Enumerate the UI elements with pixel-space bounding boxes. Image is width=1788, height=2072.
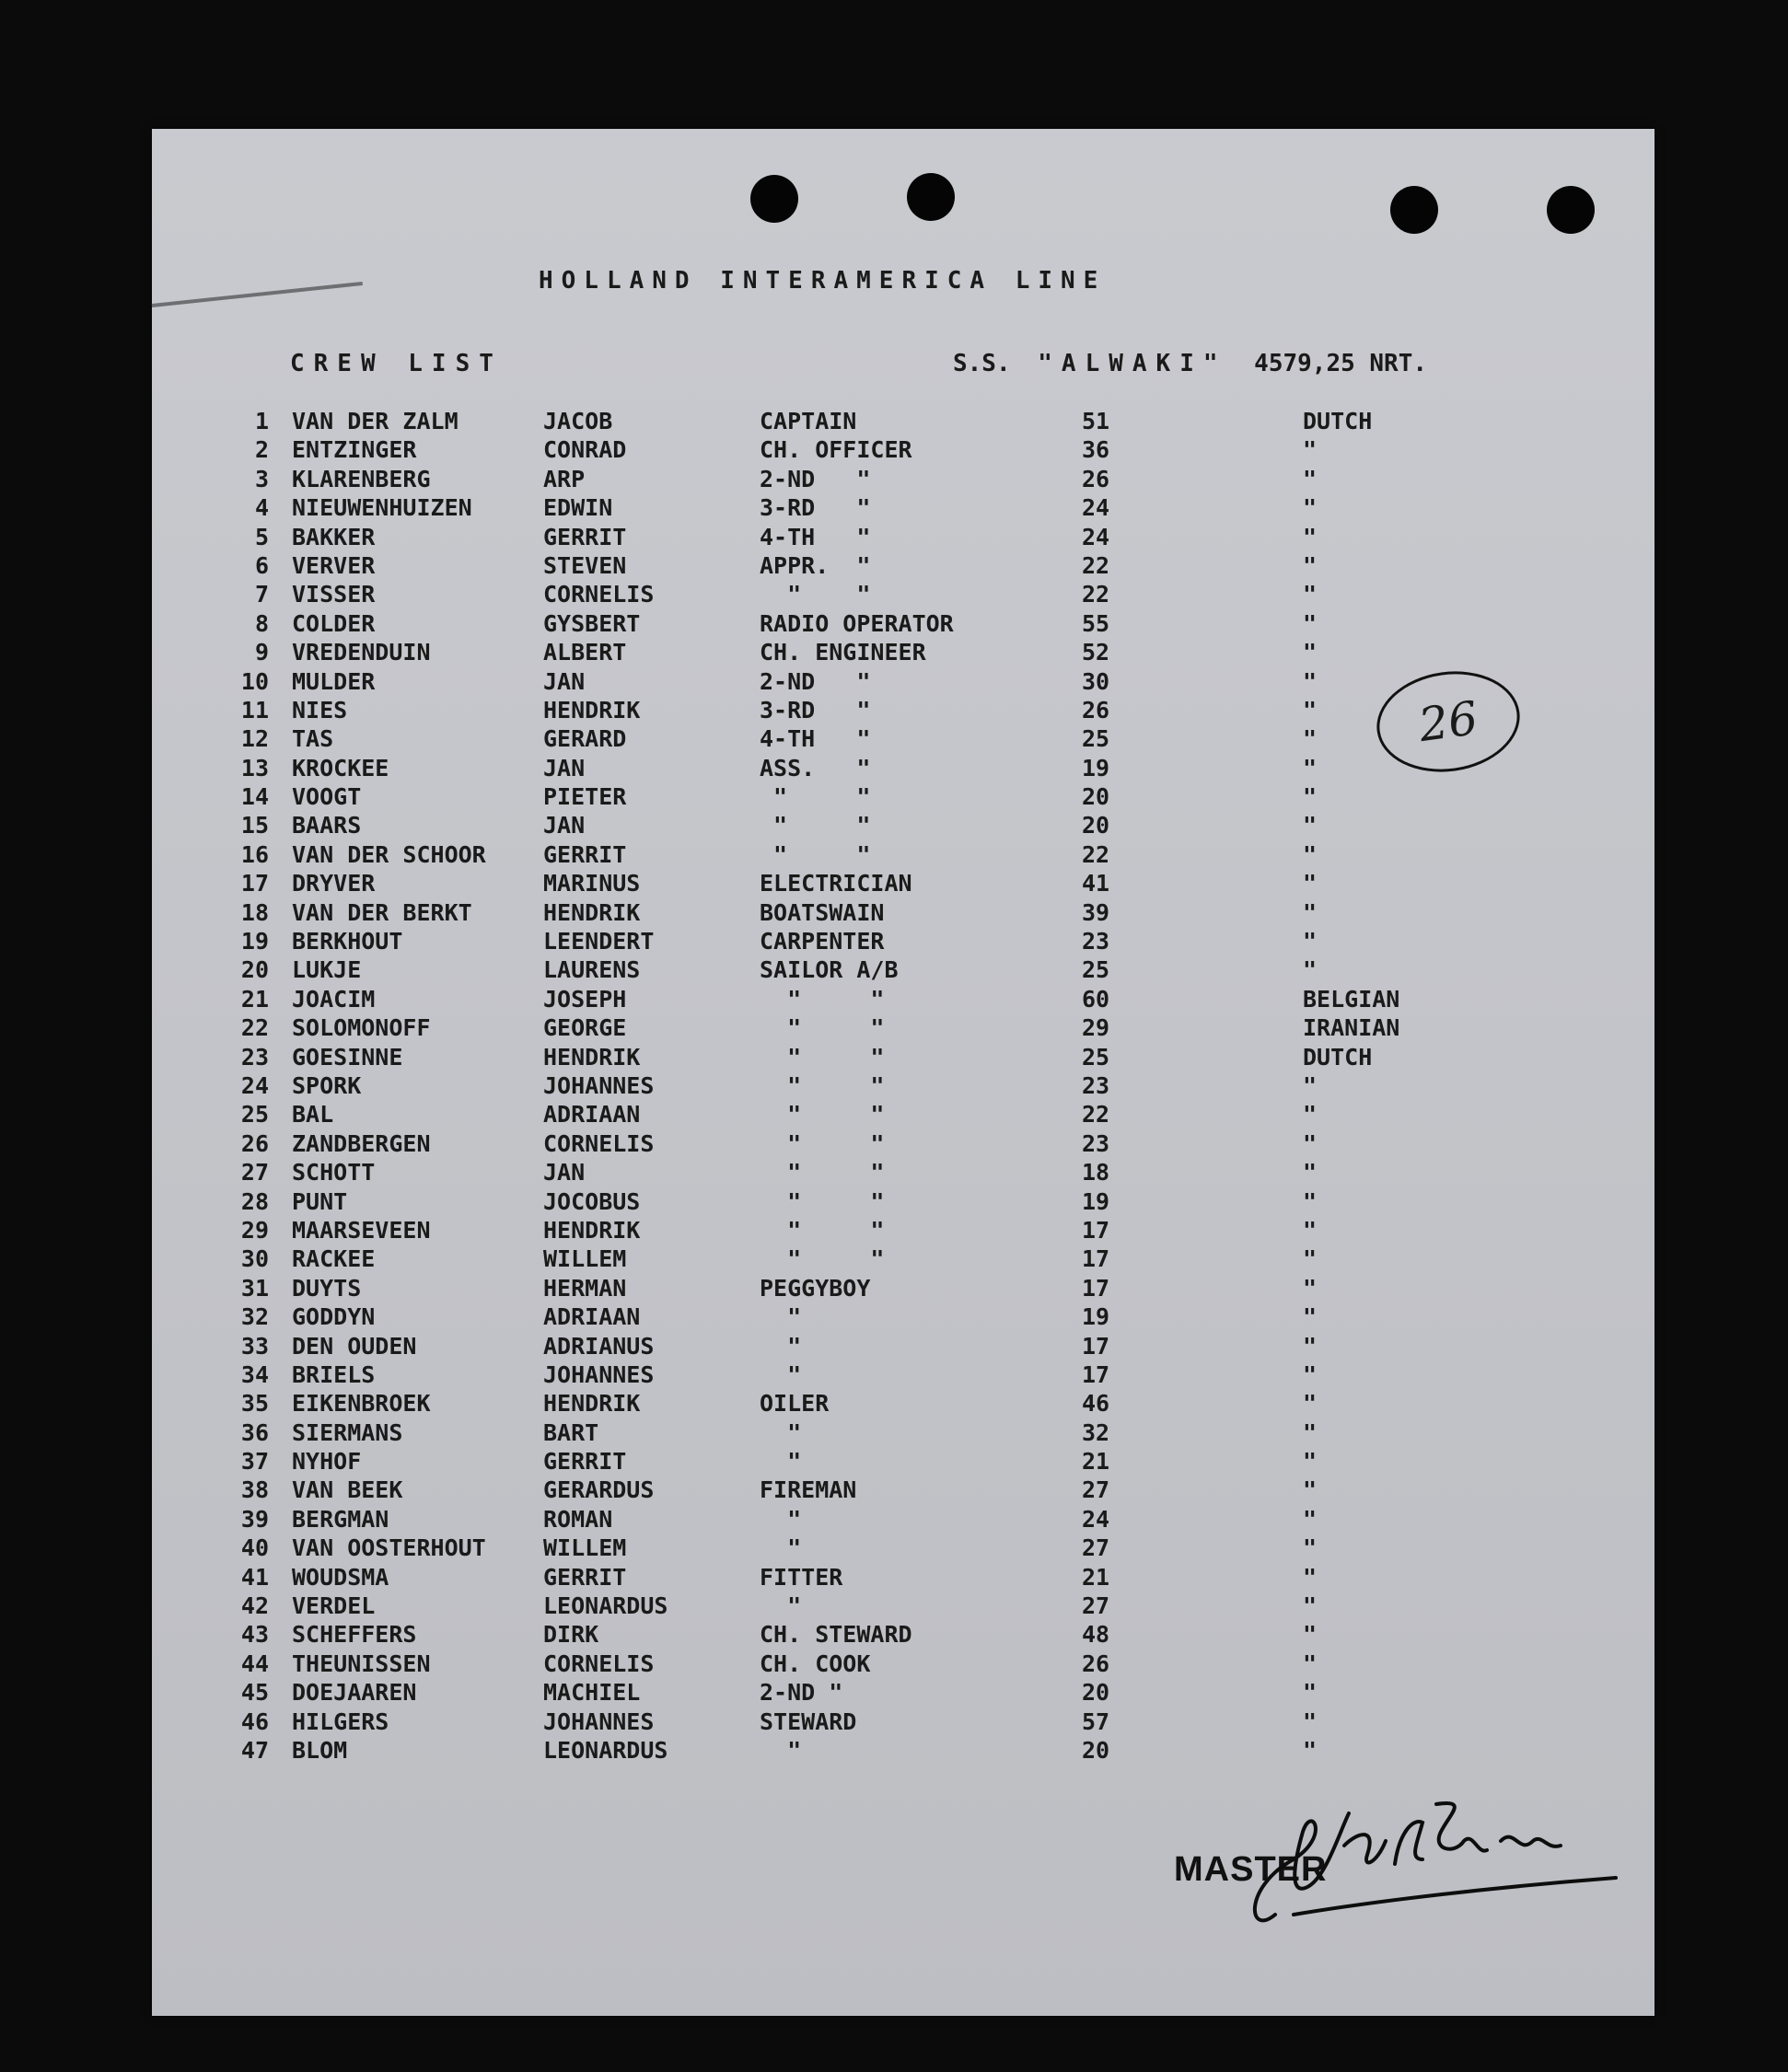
crew-age: 20 bbox=[1082, 1679, 1110, 1707]
crew-nationality: " bbox=[1303, 783, 1318, 811]
crew-nationality: BELGIAN bbox=[1303, 985, 1400, 1013]
crew-surname: LUKJE bbox=[292, 956, 362, 984]
paper-tear bbox=[152, 282, 363, 307]
crew-age: 26 bbox=[1082, 1649, 1110, 1677]
crew-age: 52 bbox=[1082, 639, 1110, 666]
crew-number: 11 bbox=[240, 696, 269, 723]
crew-surname: BERGMAN bbox=[292, 1505, 389, 1533]
crew-nationality: " bbox=[1303, 1649, 1318, 1677]
crew-number: 2 bbox=[254, 436, 269, 464]
crew-nationality: " bbox=[1303, 1303, 1318, 1331]
crew-rank: RADIO OPERATOR bbox=[760, 609, 954, 637]
crew-number: 44 bbox=[240, 1649, 269, 1677]
crew-number: 6 bbox=[254, 551, 269, 579]
crew-number: 41 bbox=[240, 1563, 269, 1591]
crew-rank: BOATSWAIN bbox=[760, 898, 885, 926]
crew-surname: VREDENDUIN bbox=[292, 639, 431, 666]
crew-age: 60 bbox=[1082, 985, 1110, 1013]
crew-rank: " " bbox=[760, 581, 871, 608]
crew-number: 3 bbox=[254, 465, 269, 492]
crew-nationality: " bbox=[1303, 1563, 1318, 1591]
crew-age: 51 bbox=[1082, 408, 1110, 434]
crew-surname: SIERMANS bbox=[292, 1418, 403, 1446]
crew-number: 22 bbox=[240, 1014, 269, 1042]
crew-nationality: " bbox=[1303, 1129, 1318, 1157]
crew-age: 22 bbox=[1082, 840, 1110, 868]
crew-nationality: " bbox=[1303, 494, 1318, 522]
punch-hole bbox=[907, 173, 955, 221]
crew-first-name: CORNELIS bbox=[543, 1649, 655, 1677]
crew-first-name: HENDRIK bbox=[543, 696, 641, 723]
crew-age: 22 bbox=[1082, 581, 1110, 608]
crew-nationality: " bbox=[1303, 840, 1318, 868]
crew-first-name: GERRIT bbox=[543, 1563, 627, 1591]
crew-nationality: " bbox=[1303, 1274, 1318, 1302]
crew-rank: STEWARD bbox=[760, 1707, 857, 1735]
crew-surname: MAARSEVEEN bbox=[292, 1216, 431, 1244]
crew-first-name: DIRK bbox=[543, 1621, 599, 1649]
crew-surname: SCHEFFERS bbox=[292, 1621, 417, 1649]
crew-age: 18 bbox=[1082, 1159, 1110, 1186]
crew-nationality: " bbox=[1303, 754, 1318, 781]
crew-rank: " bbox=[760, 1303, 802, 1331]
crew-number: 35 bbox=[240, 1390, 269, 1418]
crew-first-name: GERRIT bbox=[543, 523, 627, 550]
crew-nationality: " bbox=[1303, 1360, 1318, 1388]
crew-age: 20 bbox=[1082, 812, 1110, 839]
ship-prefix: S.S. bbox=[953, 350, 1011, 377]
crew-surname: WOUDSMA bbox=[292, 1563, 389, 1591]
crew-age: 24 bbox=[1082, 523, 1110, 550]
crew-first-name: STEVEN bbox=[543, 551, 627, 579]
crew-rank: CH. OFFICER bbox=[760, 436, 912, 464]
crew-rank: FIREMAN bbox=[760, 1476, 857, 1504]
crew-age: 17 bbox=[1082, 1216, 1110, 1244]
crew-nationality: " bbox=[1303, 1332, 1318, 1360]
crew-number: 20 bbox=[240, 956, 269, 984]
crew-age: 23 bbox=[1082, 1071, 1110, 1099]
crew-rank: 4-TH " bbox=[760, 523, 871, 550]
crew-number: 25 bbox=[240, 1101, 269, 1129]
crew-number: 27 bbox=[240, 1159, 269, 1186]
crew-rank: CH. STEWARD bbox=[760, 1621, 912, 1649]
crew-surname: DRYVER bbox=[292, 870, 376, 897]
crew-number: 23 bbox=[240, 1043, 269, 1071]
crew-rank: OILER bbox=[760, 1390, 830, 1418]
crew-age: 17 bbox=[1082, 1332, 1110, 1360]
crew-age: 17 bbox=[1082, 1245, 1110, 1273]
crew-number: 34 bbox=[240, 1360, 269, 1388]
crew-surname: NYHOF bbox=[292, 1448, 362, 1476]
crew-nationality: " bbox=[1303, 1245, 1318, 1273]
crew-first-name: PIETER bbox=[543, 783, 627, 811]
crew-first-name: HENDRIK bbox=[543, 898, 641, 926]
crew-surname: RACKEE bbox=[292, 1245, 376, 1273]
crew-rank: FITTER bbox=[760, 1563, 843, 1591]
crew-age: 19 bbox=[1082, 1303, 1110, 1331]
crew-nationality: " bbox=[1303, 1707, 1318, 1735]
crew-nationality: " bbox=[1303, 609, 1318, 637]
crew-nationality: " bbox=[1303, 581, 1318, 608]
crew-surname: HILGERS bbox=[292, 1707, 389, 1735]
crew-rank: " bbox=[760, 1360, 802, 1388]
crew-surname: KROCKEE bbox=[292, 754, 389, 781]
crew-rank: " bbox=[760, 1505, 802, 1533]
crew-nationality: " bbox=[1303, 1448, 1318, 1476]
crew-first-name: LEONARDUS bbox=[543, 1592, 668, 1620]
crew-surname: DOEJAAREN bbox=[292, 1679, 417, 1707]
crew-first-name: GEORGE bbox=[543, 1014, 627, 1042]
crew-surname: ZANDBERGEN bbox=[292, 1129, 431, 1157]
crew-surname: NIEUWENHUIZEN bbox=[292, 494, 472, 522]
crew-nationality: " bbox=[1303, 956, 1318, 984]
crew-number: 18 bbox=[240, 898, 269, 926]
crew-age: 27 bbox=[1082, 1476, 1110, 1504]
crew-surname: VAN DER ZALM bbox=[292, 408, 459, 434]
crew-rank: " " bbox=[760, 1101, 885, 1129]
crew-rank: " bbox=[760, 1448, 802, 1476]
crew-number: 43 bbox=[240, 1621, 269, 1649]
crew-surname: PUNT bbox=[292, 1187, 348, 1215]
crew-first-name: LAURENS bbox=[543, 956, 641, 984]
crew-surname: BRIELS bbox=[292, 1360, 376, 1388]
crew-number: 36 bbox=[240, 1418, 269, 1446]
crew-age: 57 bbox=[1082, 1707, 1110, 1735]
crew-first-name: LEONARDUS bbox=[543, 1736, 668, 1764]
crew-age: 19 bbox=[1082, 754, 1110, 781]
punch-hole bbox=[750, 175, 798, 223]
crew-rank: CARPENTER bbox=[760, 928, 885, 955]
crew-number: 33 bbox=[240, 1332, 269, 1360]
crew-rank: CAPTAIN bbox=[760, 408, 857, 434]
crew-first-name: JAN bbox=[543, 667, 586, 695]
crew-first-name: ADRIANUS bbox=[543, 1332, 655, 1360]
crew-first-name: LEENDERT bbox=[543, 928, 655, 955]
crew-first-name: HENDRIK bbox=[543, 1043, 641, 1071]
crew-rank: " " bbox=[760, 1014, 885, 1042]
crew-number: 32 bbox=[240, 1303, 269, 1331]
crew-age: 20 bbox=[1082, 1736, 1110, 1764]
crew-first-name: ARP bbox=[543, 465, 586, 492]
crew-nationality: " bbox=[1303, 870, 1318, 897]
crew-surname: BERKHOUT bbox=[292, 928, 403, 955]
crew-rank: " " bbox=[760, 1043, 885, 1071]
crew-nationality: " bbox=[1303, 1418, 1318, 1446]
punch-hole bbox=[1390, 186, 1438, 234]
crew-surname: SPORK bbox=[292, 1071, 362, 1099]
crew-nationality: " bbox=[1303, 1187, 1318, 1215]
crew-first-name: EDWIN bbox=[543, 494, 613, 522]
crew-first-name: JOHANNES bbox=[543, 1071, 655, 1099]
crew-age: 27 bbox=[1082, 1592, 1110, 1620]
crew-first-name: WILLEM bbox=[543, 1534, 627, 1562]
crew-surname: MULDER bbox=[292, 667, 376, 695]
crew-nationality: " bbox=[1303, 1216, 1318, 1244]
crew-surname: ENTZINGER bbox=[292, 436, 417, 464]
crew-first-name: GERARDUS bbox=[543, 1476, 655, 1504]
crew-number: 40 bbox=[240, 1534, 269, 1562]
crew-surname: VAN BEEK bbox=[292, 1476, 403, 1504]
crew-first-name: CONRAD bbox=[543, 436, 627, 464]
crew-nationality: " bbox=[1303, 667, 1318, 695]
crew-rank: " bbox=[760, 1332, 802, 1360]
crew-rank: APPR. " bbox=[760, 551, 871, 579]
crew-nationality: " bbox=[1303, 1159, 1318, 1186]
crew-rank: " " bbox=[760, 1129, 885, 1157]
crew-surname: VOOGT bbox=[292, 783, 362, 811]
crew-number: 45 bbox=[240, 1679, 269, 1707]
crew-number: 14 bbox=[240, 783, 269, 811]
crew-age: 36 bbox=[1082, 436, 1110, 464]
crew-age: 17 bbox=[1082, 1274, 1110, 1302]
crew-number: 12 bbox=[240, 725, 269, 753]
crew-number: 5 bbox=[254, 523, 269, 550]
crew-first-name: GERRIT bbox=[543, 1448, 627, 1476]
crew-rank: ASS. " bbox=[760, 754, 871, 781]
punch-hole bbox=[1547, 186, 1595, 234]
crew-number: 26 bbox=[240, 1129, 269, 1157]
crew-rank: SAILOR A/B bbox=[760, 956, 899, 984]
crew-nationality: " bbox=[1303, 812, 1318, 839]
crew-first-name: CORNELIS bbox=[543, 581, 655, 608]
crew-number: 47 bbox=[240, 1736, 269, 1764]
crew-first-name: WILLEM bbox=[543, 1245, 627, 1273]
crew-surname: VAN DER SCHOOR bbox=[292, 840, 486, 868]
crew-age: 24 bbox=[1082, 494, 1110, 522]
crew-number: 28 bbox=[240, 1187, 269, 1215]
crew-rank: CH. ENGINEER bbox=[760, 639, 926, 666]
crew-number: 16 bbox=[240, 840, 269, 868]
crew-nationality: " bbox=[1303, 1476, 1318, 1504]
crew-rank: ELECTRICIAN bbox=[760, 870, 912, 897]
crew-age: 29 bbox=[1082, 1014, 1110, 1042]
crew-number: 21 bbox=[240, 985, 269, 1013]
crew-rank: CH. COOK bbox=[760, 1649, 871, 1677]
crew-number: 29 bbox=[240, 1216, 269, 1244]
crew-rank: 2-ND " bbox=[760, 1679, 843, 1707]
crew-first-name: BART bbox=[543, 1418, 599, 1446]
crew-age: 55 bbox=[1082, 609, 1110, 637]
crew-number: 31 bbox=[240, 1274, 269, 1302]
ship-info bbox=[953, 350, 1427, 377]
crew-surname: BAARS bbox=[292, 812, 362, 839]
crew-number: 1 bbox=[254, 408, 269, 434]
crew-number: 9 bbox=[254, 639, 269, 666]
crew-rank: " " bbox=[760, 1216, 885, 1244]
crew-nationality: " bbox=[1303, 523, 1318, 550]
crew-first-name: JOHANNES bbox=[543, 1360, 655, 1388]
crew-age: 22 bbox=[1082, 551, 1110, 579]
crew-nationality: DUTCH bbox=[1303, 1043, 1373, 1071]
crew-rank: " bbox=[760, 1534, 802, 1562]
crew-number: 39 bbox=[240, 1505, 269, 1533]
crew-age: 25 bbox=[1082, 725, 1110, 753]
crew-nationality: " bbox=[1303, 1505, 1318, 1533]
crew-first-name: ALBERT bbox=[543, 639, 627, 666]
crew-rank: PEGGYBOY bbox=[760, 1274, 871, 1302]
crew-number: 17 bbox=[240, 870, 269, 897]
crew-age: 48 bbox=[1082, 1621, 1110, 1649]
crew-number: 38 bbox=[240, 1476, 269, 1504]
crew-nationality: " bbox=[1303, 1390, 1318, 1418]
crew-age: 30 bbox=[1082, 667, 1110, 695]
crew-rank: " " bbox=[760, 985, 885, 1013]
crew-age: 24 bbox=[1082, 1505, 1110, 1533]
crew-nationality: " bbox=[1303, 639, 1318, 666]
crew-first-name: HENDRIK bbox=[543, 1216, 641, 1244]
crew-nationality: " bbox=[1303, 1071, 1318, 1099]
crew-surname: SOLOMONOFF bbox=[292, 1014, 431, 1042]
circled-count-annotation bbox=[1370, 663, 1527, 781]
crew-first-name: ADRIAAN bbox=[543, 1303, 641, 1331]
crew-rank: " " bbox=[760, 812, 871, 839]
crew-rank: " " bbox=[760, 1187, 885, 1215]
crew-first-name: JAN bbox=[543, 1159, 586, 1186]
crew-first-name: GERRIT bbox=[543, 840, 627, 868]
crew-age: 23 bbox=[1082, 928, 1110, 955]
crew-surname: VAN OOSTERHOUT bbox=[292, 1534, 486, 1562]
crew-number: 7 bbox=[254, 581, 269, 608]
crew-surname: BAL bbox=[292, 1101, 334, 1129]
crew-number: 30 bbox=[240, 1245, 269, 1273]
crew-rank: " " bbox=[760, 1245, 885, 1273]
crew-rank: " " bbox=[760, 840, 871, 868]
crew-nationality: IRANIAN bbox=[1303, 1014, 1400, 1042]
crew-number: 37 bbox=[240, 1448, 269, 1476]
crew-first-name: ROMAN bbox=[543, 1505, 613, 1533]
crew-age: 21 bbox=[1082, 1563, 1110, 1591]
crew-age: 27 bbox=[1082, 1534, 1110, 1562]
circled-count: 26 bbox=[1415, 690, 1481, 753]
master-signature bbox=[1238, 1777, 1625, 1942]
crew-number: 15 bbox=[240, 812, 269, 839]
crew-nationality: " bbox=[1303, 1101, 1318, 1129]
crew-nationality: " bbox=[1303, 465, 1318, 492]
crew-nationality: " bbox=[1303, 551, 1318, 579]
crew-surname: TAS bbox=[292, 725, 334, 753]
crew-surname: KLARENBERG bbox=[292, 465, 431, 492]
crew-first-name: JACOB bbox=[543, 408, 613, 434]
crew-rank: 2-ND " bbox=[760, 465, 871, 492]
crew-rank: " bbox=[760, 1418, 802, 1446]
list-title: CREW LIST bbox=[290, 350, 503, 377]
crew-rank: 3-RD " bbox=[760, 494, 871, 522]
crew-surname: COLDER bbox=[292, 609, 376, 637]
crew-surname: BLOM bbox=[292, 1736, 348, 1764]
crew-age: 46 bbox=[1082, 1390, 1110, 1418]
document-page bbox=[152, 129, 1654, 2016]
crew-number: 46 bbox=[240, 1707, 269, 1735]
ship-tonnage: 4579,25 NRT. bbox=[1254, 350, 1428, 377]
crew-rank: " " bbox=[760, 1071, 885, 1099]
crew-first-name: HERMAN bbox=[543, 1274, 627, 1302]
crew-nationality: " bbox=[1303, 898, 1318, 926]
crew-nationality: " bbox=[1303, 1534, 1318, 1562]
crew-first-name: ADRIAAN bbox=[543, 1101, 641, 1129]
crew-rank: 4-TH " bbox=[760, 725, 871, 753]
crew-first-name: MARINUS bbox=[543, 870, 641, 897]
crew-age: 25 bbox=[1082, 956, 1110, 984]
crew-surname: BAKKER bbox=[292, 523, 376, 550]
crew-age: 26 bbox=[1082, 465, 1110, 492]
crew-number: 4 bbox=[254, 494, 269, 522]
crew-surname: DUYTS bbox=[292, 1274, 362, 1302]
crew-age: 39 bbox=[1082, 898, 1110, 926]
crew-rank: 3-RD " bbox=[760, 696, 871, 723]
crew-first-name: CORNELIS bbox=[543, 1129, 655, 1157]
crew-number: 10 bbox=[240, 667, 269, 695]
crew-surname: THEUNISSEN bbox=[292, 1649, 431, 1677]
crew-age: 41 bbox=[1082, 870, 1110, 897]
crew-rank: 2-ND " bbox=[760, 667, 871, 695]
master-label: MASTER bbox=[1174, 1850, 1328, 1889]
crew-nationality: " bbox=[1303, 725, 1318, 753]
crew-first-name: JOHANNES bbox=[543, 1707, 655, 1735]
crew-number: 24 bbox=[240, 1071, 269, 1099]
crew-surname: DEN OUDEN bbox=[292, 1332, 417, 1360]
crew-age: 26 bbox=[1082, 696, 1110, 723]
crew-nationality: " bbox=[1303, 928, 1318, 955]
crew-first-name: MACHIEL bbox=[543, 1679, 641, 1707]
crew-nationality: " bbox=[1303, 1621, 1318, 1649]
crew-surname: GOESINNE bbox=[292, 1043, 403, 1071]
crew-first-name: JAN bbox=[543, 754, 586, 781]
company-title: HOLLAND INTERAMERICA LINE bbox=[539, 267, 1107, 295]
crew-age: 17 bbox=[1082, 1360, 1110, 1388]
crew-surname: EIKENBROEK bbox=[292, 1390, 431, 1418]
crew-first-name: HENDRIK bbox=[543, 1390, 641, 1418]
crew-surname: NIES bbox=[292, 696, 348, 723]
crew-number: 13 bbox=[240, 754, 269, 781]
crew-rank: " " bbox=[760, 783, 871, 811]
crew-surname: JOACIM bbox=[292, 985, 376, 1013]
ship-name: "ALWAKI" bbox=[1038, 350, 1227, 377]
crew-age: 32 bbox=[1082, 1418, 1110, 1446]
crew-surname: VERVER bbox=[292, 551, 376, 579]
crew-nationality: " bbox=[1303, 1679, 1318, 1707]
crew-number: 8 bbox=[254, 609, 269, 637]
crew-surname: VAN DER BERKT bbox=[292, 898, 472, 926]
crew-first-name: GERARD bbox=[543, 725, 627, 753]
crew-first-name: JAN bbox=[543, 812, 586, 839]
crew-age: 23 bbox=[1082, 1129, 1110, 1157]
crew-rank: " " bbox=[760, 1159, 885, 1186]
crew-age: 21 bbox=[1082, 1448, 1110, 1476]
crew-nationality: " bbox=[1303, 1736, 1318, 1764]
crew-first-name: JOSEPH bbox=[543, 985, 627, 1013]
crew-number: 42 bbox=[240, 1592, 269, 1620]
crew-nationality: " bbox=[1303, 1592, 1318, 1620]
crew-surname: VISSER bbox=[292, 581, 376, 608]
crew-nationality: DUTCH bbox=[1303, 408, 1373, 434]
crew-age: 19 bbox=[1082, 1187, 1110, 1215]
crew-age: 25 bbox=[1082, 1043, 1110, 1071]
crew-surname: GODDYN bbox=[292, 1303, 376, 1331]
crew-surname: SCHOTT bbox=[292, 1159, 376, 1186]
crew-surname: VERDEL bbox=[292, 1592, 376, 1620]
crew-age: 20 bbox=[1082, 783, 1110, 811]
crew-first-name: GYSBERT bbox=[543, 609, 641, 637]
crew-first-name: JOCOBUS bbox=[543, 1187, 641, 1215]
crew-rank: " bbox=[760, 1736, 802, 1764]
crew-nationality: " bbox=[1303, 436, 1318, 464]
crew-number: 19 bbox=[240, 928, 269, 955]
crew-rank: " bbox=[760, 1592, 802, 1620]
crew-age: 22 bbox=[1082, 1101, 1110, 1129]
crew-nationality: " bbox=[1303, 696, 1318, 723]
